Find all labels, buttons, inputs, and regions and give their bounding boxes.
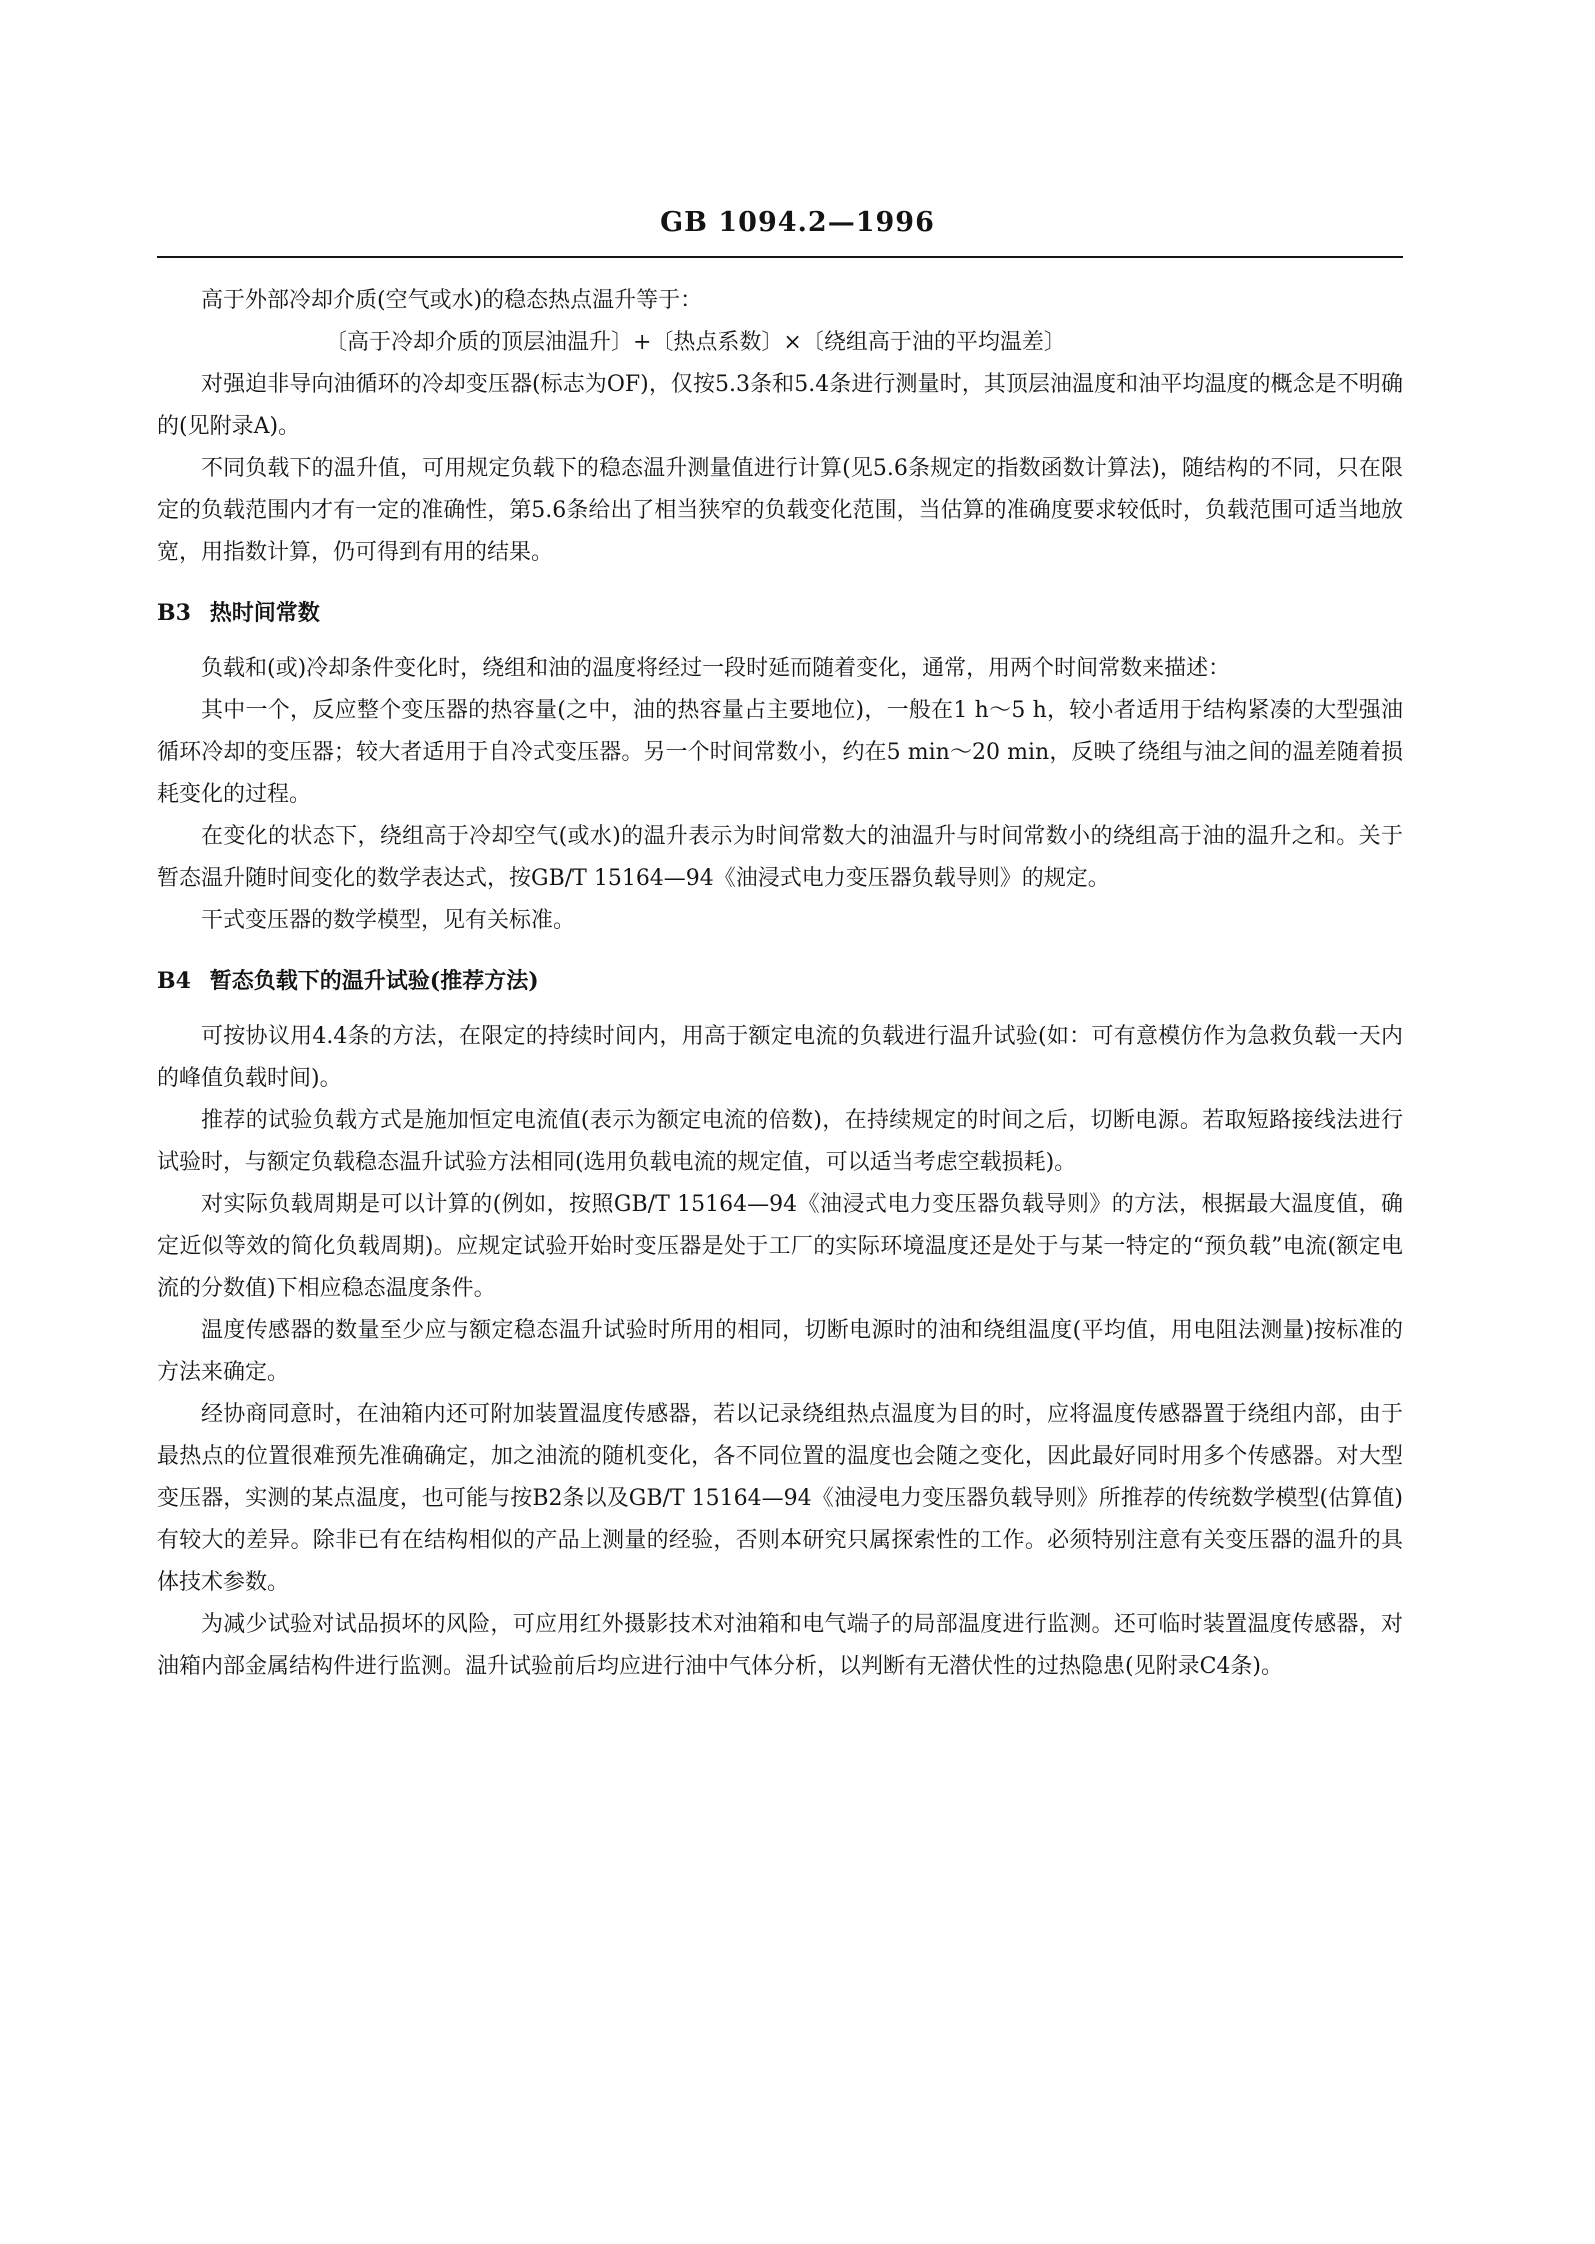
paragraph: 干式变压器的数学模型，见有关标准。 bbox=[201, 908, 576, 933]
formula: 〔高于冷却介质的顶层油温升〕+〔热点系数〕×〔绕组高于油的平均温差〕 bbox=[325, 330, 1066, 355]
paragraph: 高于外部冷却介质(空气或水)的稳态热点温升等于： bbox=[201, 288, 703, 313]
paragraph: 其中一个，反应整个变压器的热容量(之中，油的热容量占主要地位)，一般在1 h～5 h，较小者适用于结构紧凑的大型强油循环冷却的变压器；较大者适用于自冷式变压器。另一个时间常数小，约在5 min～20 min，反映了绕组与油之间的温差随着损耗变化的过程。 bbox=[157, 698, 1403, 807]
paragraph: 为减少试验对试品损坏的风险，可应用红外摄影技术对油箱和电气端子的局部温度进行监测。还可临时装置温度传感器，对油箱内部金属结构件进行监测。温升试验前后均应进行油中气体分析，以判断有无潜伏性的过热隐患(见附录C4条)。 bbox=[157, 1612, 1403, 1679]
paragraph: 不同负载下的温升值，可用规定负载下的稳态温升测量值进行计算(见5.6条规定的指数函数计算法)，随结构的不同，只在限定的负载范围内才有一定的准确性，第5.6条给出了相当狭窄的负载变化范围，当估算的准确度要求较低时，负载范围可适当地放宽，用指数计算，仍可得到有用的结果。 bbox=[157, 456, 1403, 565]
paragraph: 在变化的状态下，绕组高于冷却空气(或水)的温升表示为时间常数大的油温升与时间常数小的绕组高于油的温升之和。关于暂态温升随时间变化的数学表达式，按GB/T 15164—94《油浸式电力变压器负载导则》的规定。 bbox=[157, 824, 1403, 891]
section-heading-b3 bbox=[157, 592, 1403, 634]
section-title: 暂态负载下的温升试验(推荐方法) bbox=[209, 968, 539, 994]
section-number: B3 bbox=[157, 600, 191, 626]
section-heading-b4 bbox=[157, 960, 1403, 1002]
section-number: B4 bbox=[157, 968, 191, 994]
paragraph: 负载和(或)冷却条件变化时，绕组和油的温度将经过一段时延而随着变化，通常，用两个时间常数来描述： bbox=[201, 656, 1231, 681]
paragraph: 对实际负载周期是可以计算的(例如，按照GB/T 15164—94《油浸式电力变压器负载导则》的方法，根据最大温度值，确定近似等效的简化负载周期)。应规定试验开始时变压器是处于工厂的实际环境温度还是处于与某一特定的“预负载”电流(额定电流的分数值)下相应稳态温度条件。 bbox=[157, 1192, 1403, 1301]
page-content bbox=[157, 280, 1403, 1688]
header-rule bbox=[157, 256, 1403, 258]
page-header: GB 1094.2—1996 bbox=[660, 207, 935, 238]
paragraph: 推荐的试验负载方式是施加恒定电流值(表示为额定电流的倍数)，在持续规定的时间之后，切断电源。若取短路接线法进行试验时，与额定负载稳态温升试验方法相同(选用负载电流的规定值，可以适当考虑空载损耗)。 bbox=[157, 1108, 1403, 1175]
section-title: 热时间常数 bbox=[209, 600, 320, 626]
paragraph: 对强迫非导向油循环的冷却变压器(标志为OF)，仅按5.3条和5.4条进行测量时，其顶层油温度和油平均温度的概念是不明确的(见附录A)。 bbox=[157, 372, 1403, 439]
paragraph: 经协商同意时，在油箱内还可附加装置温度传感器，若以记录绕组热点温度为目的时，应将温度传感器置于绕组内部，由于最热点的位置很难预先准确确定，加之油流的随机变化，各不同位置的温度也会随之变化，因此最好同时用多个传感器。对大型变压器，实测的某点温度，也可能与按B2条以及GB/T 15164—94《油浸电力变压器负载导则》所推荐的传统数学模型(估算值)有较大的差异。除非已有在结构相似的产品上测量的经验，否则本研究只属探索性的工作。必须特别注意有关变压器的温升的具体技术参数。 bbox=[157, 1402, 1403, 1595]
paragraph: 温度传感器的数量至少应与额定稳态温升试验时所用的相同，切断电源时的油和绕组温度(平均值，用电阻法测量)按标准的方法来确定。 bbox=[157, 1318, 1403, 1385]
paragraph: 可按协议用4.4条的方法，在限定的持续时间内，用高于额定电流的负载进行温升试验(如：可有意模仿作为急救负载一天内的峰值负载时间)。 bbox=[157, 1024, 1403, 1091]
